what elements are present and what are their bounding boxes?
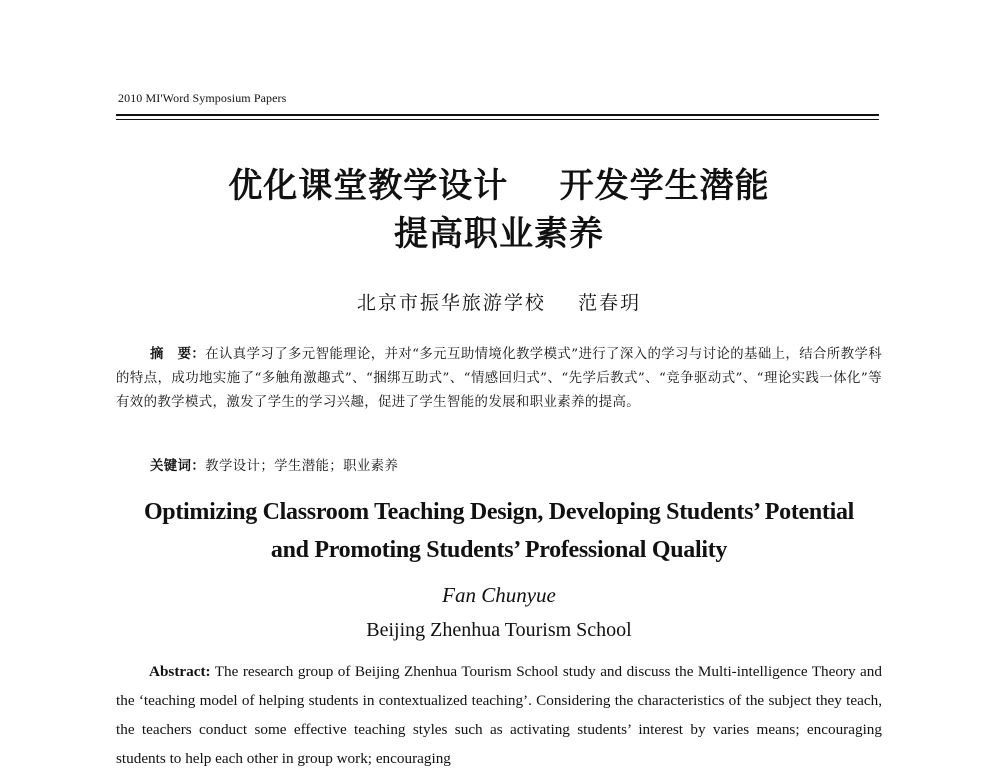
chinese-abstract-label: 摘 要： — [150, 347, 206, 362]
english-title-line-2: and Promoting Students’ Professional Quality — [270, 537, 728, 563]
header-rule-thick — [116, 114, 879, 116]
english-abstract — [116, 657, 882, 773]
header-rule-thin — [116, 119, 879, 120]
chinese-abstract-text: 在认真学习了多元智能理论，并对“多元互助情境化教学模式”进行了深入的学习与讨论的基础上，结合所教学科的特点，成功地实施了“多触角激趣式”、“捆绑互助式”、“情感回归式”、“先学后教式”、“竞争驱动式”、“理论实践一体化”等有效的教学模式，激发了学生的学习兴趣，促进了学生智能的发展和职业素养的提高。 — [116, 347, 882, 410]
chinese-title-line-2: 提高职业素养 — [394, 214, 604, 254]
chinese-title-line-1: 优化课堂教学设计 开发学生潜能 — [228, 166, 770, 206]
english-title-line-1: Optimizing Classroom Teaching Design, Developing Students’ Potential — [143, 499, 855, 525]
english-affiliation: Beijing Zhenhua Tourism School — [366, 619, 632, 641]
english-abstract-label: Abstract: — [149, 663, 211, 680]
chinese-keywords-label: 关键词： — [150, 459, 206, 474]
english-abstract-text: The research group of Beijing Zhenhua Tourism School study and discuss the Multi-intelligence Theory and the ‘teaching model of helping students in contextualized teaching’. Considering the characteristics of the subject they teach, the teachers conduct some effective teaching styles such as activating students’ interest by varies means; encouraging students to help each other in group work; encouraging — [116, 663, 882, 767]
english-author: Fan Chunyue — [442, 583, 556, 607]
chinese-keywords — [150, 455, 398, 474]
chinese-abstract — [116, 343, 882, 415]
running-head: 2010 MI'Word Symposium Papers — [118, 91, 287, 105]
chinese-title — [116, 162, 882, 258]
english-title — [116, 493, 882, 569]
chinese-keywords-text: 教学设计；学生潜能；职业素养 — [205, 459, 399, 474]
chinese-affiliation-author: 北京市振华旅游学校 范春玥 — [356, 292, 642, 314]
